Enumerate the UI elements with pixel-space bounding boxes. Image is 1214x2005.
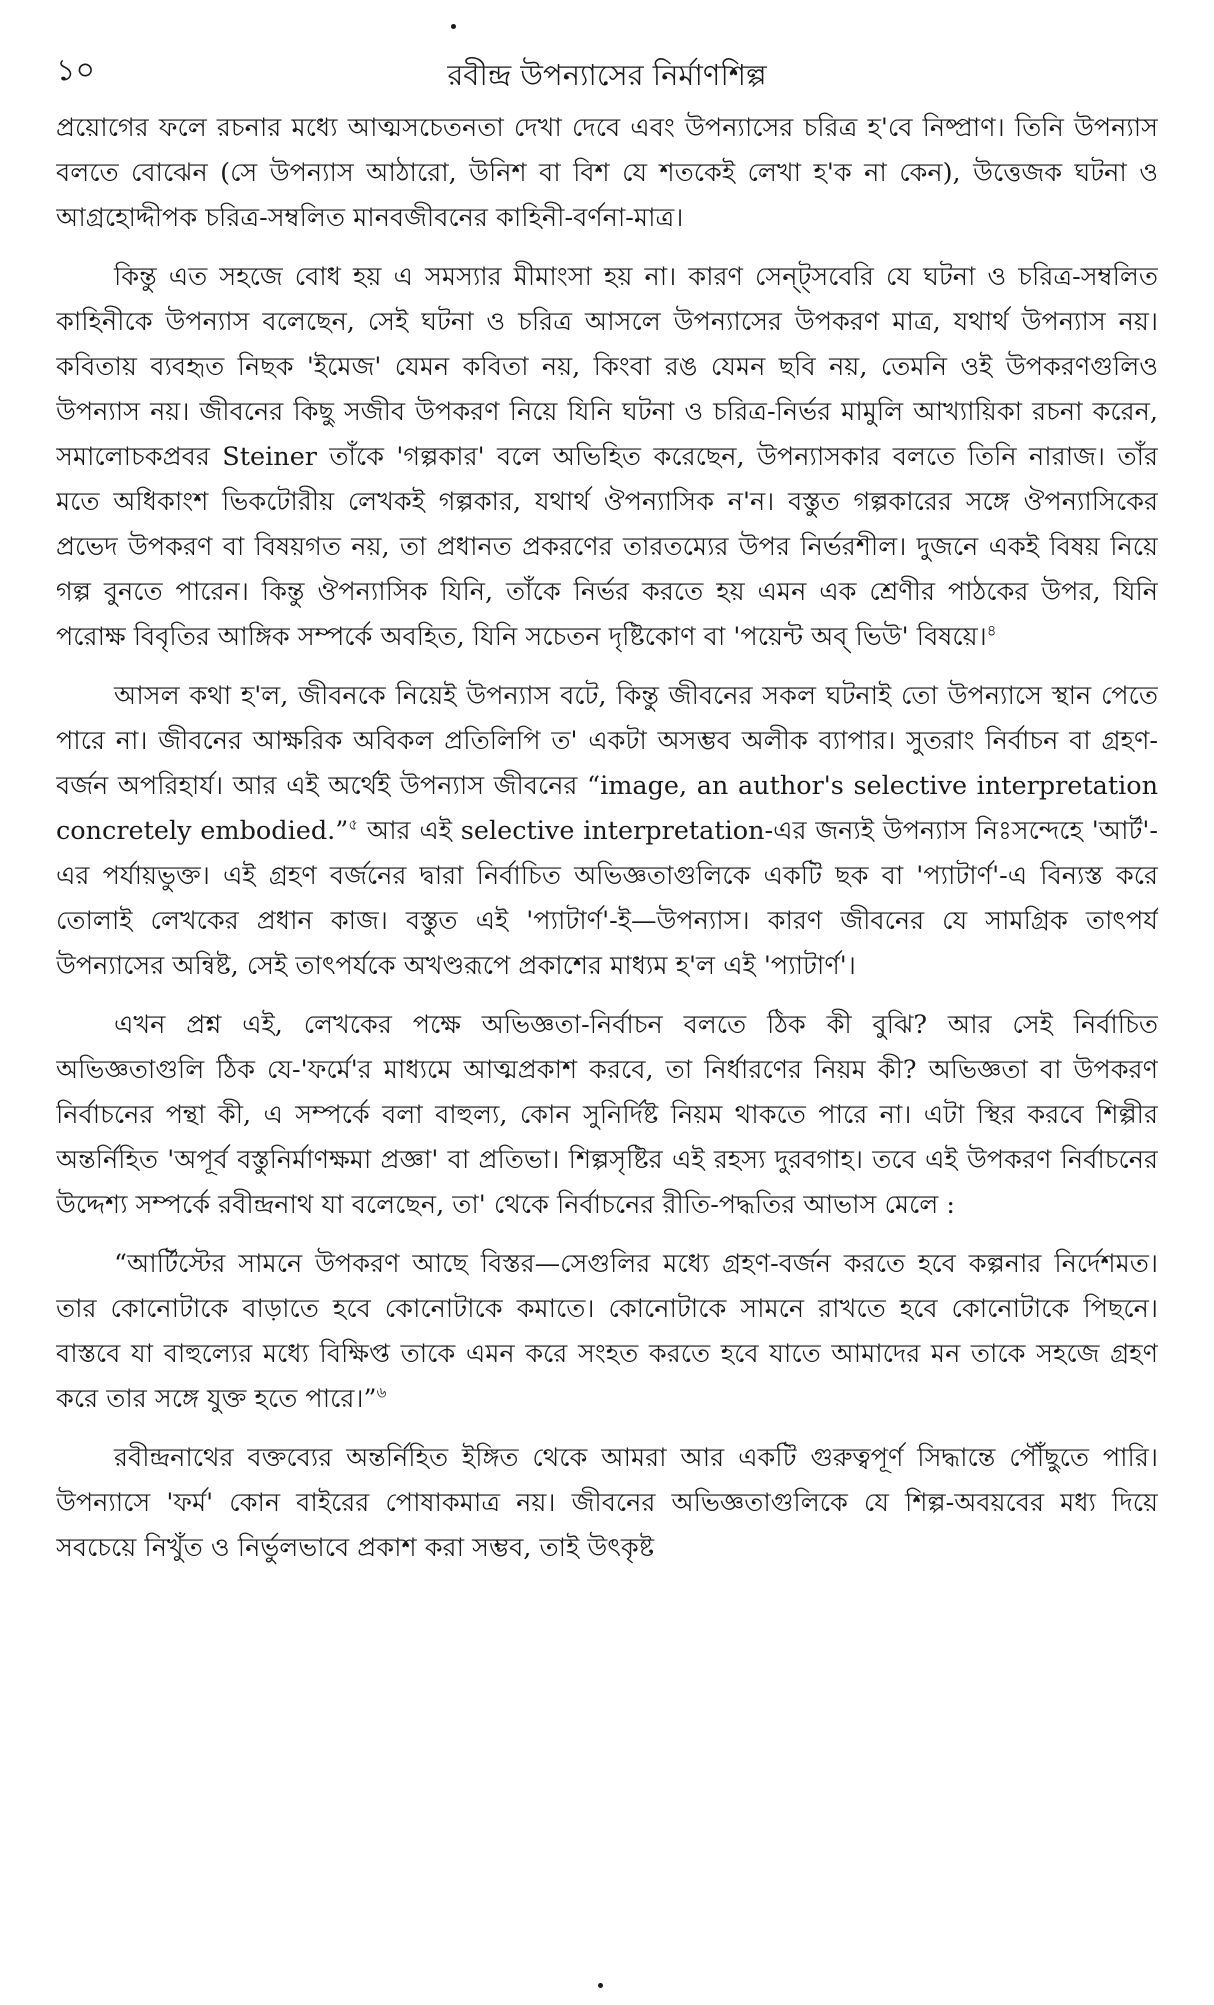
paragraph-text: প্রয়োগের ফলে রচনার মধ্যে আত্মসচেতনতা দেখা দেবে এবং উপন্যাসের চরিত্র হ'বে নিষ্প্রাণ। তিনি উপন্যাস বলতে বোঝেন (সে উপন্যাস আঠারো, উনিশ বা বিশ যে শতকেই লেখা হ'ক না কেন), উত্তেজক ঘটনা ও আগ্রহোদ্দীপক চরিত্র-সম্বলিত মানবজীবনের কাহিনী-বর্ণনা-মাত্র। [56, 113, 1158, 233]
print-speck [598, 1983, 603, 1988]
paragraph-text-continued: আর এই selective interpretation-এর জন্যই উপন্যাস নিঃসন্দেহে 'আর্ট'-এর পর্যায়ভুক্ত। এই গ্রহণ বর্জনের দ্বারা নির্বাচিত অভিজ্ঞতাগুলিকে একটি ছক বা 'প্যাটার্ণ'-এ বিন্যস্ত করে তোলাই লেখকের প্রধান কাজ। বস্তুত এই 'প্যাটার্ণ'-ই—উপন্যাস। কারণ জীবনের যে সামগ্রিক তাৎপর্য উপন্যাসের অন্বিষ্ট, সেই তাৎপর্যকে অখণ্ডরূপে প্রকাশের মাধ্যম হ'ল এই 'প্যাটার্ণ'। [56, 816, 1158, 981]
paragraph [56, 1436, 1158, 1571]
paragraph-text: এখন প্রশ্ন এই, লেখকের পক্ষে অভিজ্ঞতা-নির্বাচন বলতে ঠিক কী বুঝি? আর সেই নির্বাচিত অভিজ্ঞতাগুলি ঠিক যে-'ফর্মে'র মাধ্যমে আত্মপ্রকাশ করবে, তা নির্ধারণের নিয়ম কী? অভিজ্ঞতা বা উপকরণ নির্বাচনের পন্থা কী, এ সম্পর্কে বলা বাহুল্য, কোন সুনির্দিষ্ট নিয়ম থাকতে পারে না। এটা স্থির করবে শিল্পীর অন্তর্নিহিত 'অপূর্ব বস্তুনির্মাণক্ষমা প্রজ্ঞা' বা প্রতিভা। শিল্পসৃষ্টির এই রহস্য দুরবগাহ। তবে এই উপকরণ নির্বাচনের উদ্দেশ্য সম্পর্কে রবীন্দ্রনাথ যা বলেছেন, তা' থেকে নির্বাচনের রীতি-পদ্ধতির আভাস মেলে : [56, 1010, 1158, 1220]
paragraph [56, 674, 1158, 989]
paragraph [56, 1003, 1158, 1228]
page-number: ১০ [56, 53, 95, 88]
quote-text: “আর্টিস্টের সামনে উপকরণ আছে বিস্তর—সেগুলির মধ্যে গ্রহণ-বর্জন করতে হবে কল্পনার নির্দেশমত। তার কোনোটাকে বাড়াতে হবে কোনোটাকে কমাতে। কোনোটাকে সামনে রাখতে হবে কোনোটাকে পিছনে। বাস্তবে যা বাহুল্যের মধ্যে বিক্ষিপ্ত তাকে এমন করে সংহত করতে হবে যাতে আমাদের মন তাকে সহজে গ্রহণ করে তার সঙ্গে যুক্ত হতে পারে।” [56, 1249, 1158, 1414]
paragraph [56, 255, 1158, 660]
paragraph-text: কিন্তু এত সহজে বোধ হয় এ সমস্যার মীমাংসা হয় না। কারণ সেন্ট্সবেরি যে ঘটনা ও চরিত্র-সম্বলিত কাহিনীকে উপন্যাস বলেছেন, সেই ঘটনা ও চরিত্র আসলে উপন্যাসের উপকরণ মাত্র, যথার্থ উপন্যাস নয়। কবিতায় ব্যবহৃত নিছক 'ইমেজ' যেমন কবিতা নয়, কিংবা রঙ যেমন ছবি নয়, তেমনি ওই উপকরণগুলিও উপন্যাস নয়। জীবনের কিছু সজীব উপকরণ নিয়ে যিনি ঘটনা ও চরিত্র-নির্ভর মামুলি আখ্যায়িকা রচনা করেন, সমালোচকপ্রবর Steiner তাঁকে 'গল্পকার' বলে অভিহিত করেছেন, উপন্যাসকার বলতে তিনি নারাজ। তাঁর মতে অধিকাংশ ভিকটোরীয় লেখকই গল্পকার, যথার্থ ঔপন্যাসিক ন'ন। বস্তুত গল্পকারের সঙ্গে ঔপন্যাসিকের প্রভেদ উপকরণ বা বিষয়গত নয়, তা প্রধানত প্রকরণের তারতম্যের উপর নির্ভরশীল। দুজনে একই বিষয় নিয়ে গল্প বুনতে পারেন। কিন্তু ঔপন্যাসিক যিনি, তাঁকে নির্ভর করতে হয় এমন এক শ্রেণীর পাঠকের উপর, যিনি পরোক্ষ বিবৃতির আঙ্গিক সম্পর্কে অবহিত, যিনি সচেতন দৃষ্টিকোণ বা 'পয়েন্ট অব্ ভিউ' বিষয়ে। [56, 262, 1158, 652]
print-speck [451, 24, 456, 29]
block-quote [56, 1242, 1158, 1422]
book-page [56, 40, 1158, 1970]
footnote-marker: ৪ [986, 621, 997, 640]
footnote-marker: ৫ [348, 815, 359, 834]
paragraph-text: আসল কথা হ'ল, জীবনকে নিয়েই উপন্যাস বটে, কিন্তু জীবনের সকল ঘটনাই তো উপন্যাসে স্থান পেতে পারে না। জীবনের আক্ষরিক অবিকল প্রতিলিপি ত' একটা অসম্ভব অলীক ব্যাপার। সুতরাং নির্বাচন বা গ্রহণ-বর্জন অপরিহার্য। আর এই অর্থেই উপন্যাস জীবনের “image, an author's selective interpretation concretely embodied.” [56, 681, 1158, 846]
footnote-marker: ৬ [376, 1383, 387, 1402]
paragraph [56, 106, 1158, 241]
paragraph-text: রবীন্দ্রনাথের বক্তব্যের অন্তর্নিহিত ইঙ্গিত থেকে আমরা আর একটি গুরুত্বপূর্ণ সিদ্ধান্তে পৌঁছুতে পারি। উপন্যাসে 'ফর্ম' কোন বাইরের পোষাকমাত্র নয়। জীবনের অভিজ্ঞতাগুলিকে যে শিল্প-অবয়বের মধ্য দিয়ে সবচেয়ে নিখুঁত ও নির্ভুলভাবে প্রকাশ করা সম্ভব, তাই উৎকৃষ্ট [56, 1443, 1158, 1563]
page-header [56, 40, 1158, 102]
body-text [56, 106, 1158, 1571]
running-title: রবীন্দ্র উপন্যাসের নির্মাণশিল্প [447, 58, 767, 92]
